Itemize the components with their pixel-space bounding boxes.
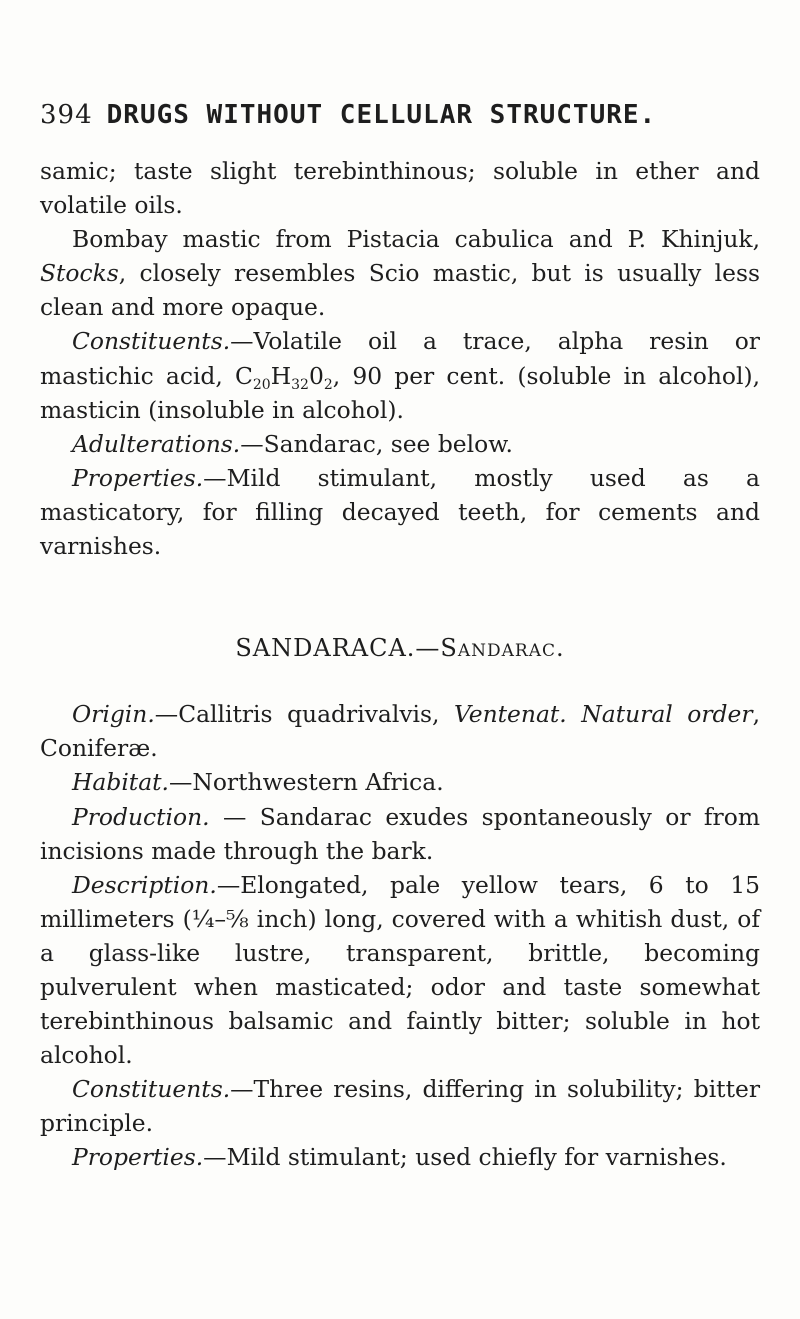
formula-sub-2: 32 — [291, 376, 309, 393]
production-paragraph — [40, 800, 760, 868]
habitat-paragraph — [40, 765, 760, 799]
origin-text: —Callitris quadrivalvis, — [154, 700, 454, 729]
formula-sub-1: 20 — [252, 376, 271, 393]
formula-h: H — [270, 361, 292, 390]
mastic-adulterations-paragraph — [40, 427, 760, 461]
sandarac-constituents-label: Constituents. — [72, 1075, 231, 1104]
description-text: —Elongated, pale yellow tears, 6 to 15 millimeters (¼–⅝ inch) long, covered with a whitish dust, of a glass-like lustre, transparent, brittle, becoming pulverulent when masticated; odor and taste somewhat terebinthinous balsamic and faintly bitter; soluble in hot alcohol. — [40, 870, 760, 1070]
sandarac-constituents-text: —Three resins, differing in solubility; bitter principle. — [40, 1075, 760, 1138]
bombay-author: Stocks — [40, 259, 119, 288]
mastic-properties-text: —Mild stimulant, mostly used as a masticatory, for filling decayed teeth, for cements and varnishes. — [40, 463, 760, 561]
adulterations-label: Adulterations. — [72, 429, 241, 458]
natural-order-label: Natural order — [581, 700, 753, 729]
bombay-text-a: Bombay mastic from Pistacia cabulica and P. Khinjuk, — [72, 225, 760, 254]
habitat-label: Habitat. — [72, 768, 169, 797]
mastic-constituents-text-a: —Volatile oil a trace, alpha resin or mastichic acid, C — [40, 327, 760, 390]
page-body — [40, 154, 760, 1175]
mastic-constituents-label: Constituents. — [72, 327, 231, 356]
description-label: Description. — [72, 870, 217, 899]
production-text: — Sandarac exudes spontaneously or from incisions made through the bark. — [40, 802, 760, 865]
formula-sub-3: 2 — [323, 376, 333, 393]
production-label: Production. — [72, 802, 210, 831]
mastic-constituents-text-b: , 90 per cent. (soluble in alcohol), masticin (insoluble in alcohol). — [40, 361, 761, 424]
formula-o: 0 — [308, 361, 324, 390]
bombay-mastic-paragraph — [40, 222, 760, 324]
natural-order-text: , Coniferæ. — [40, 700, 760, 763]
mastic-continuation: samic; taste slight terebinthinous; soluble in ether and volatile oils. — [40, 157, 760, 220]
habitat-text: —Northwestern Africa. — [168, 768, 444, 797]
origin-label: Origin. — [72, 700, 155, 729]
sandarac-constituents-paragraph — [40, 1072, 760, 1140]
running-title: DRUGS WITHOUT CELLULAR STRUCTURE. — [106, 100, 657, 130]
sandarac-properties-text: —Mild stimulant; used chiefly for varnishes. — [203, 1143, 727, 1172]
adulterations-text: —Sandarac, see below. — [240, 429, 513, 458]
mastic-properties-label: Properties. — [72, 463, 204, 492]
origin-paragraph — [40, 697, 760, 765]
page-number: 394 — [40, 100, 93, 130]
sandarac-properties-paragraph — [40, 1140, 760, 1174]
sandarac-properties-label: Properties. — [72, 1143, 204, 1172]
section-title — [40, 631, 760, 665]
running-head — [40, 100, 656, 130]
section-title-main: SANDARACA. — [235, 634, 416, 663]
bombay-text-b: , closely resembles Scio mastic, but is usually less clean and more opaque. — [40, 259, 760, 322]
mastic-properties-paragraph — [40, 461, 760, 563]
section-title-subtitle: —Sandarac. — [415, 634, 565, 663]
origin-author: Ventenat. — [454, 700, 567, 729]
description-paragraph — [40, 868, 760, 1073]
mastic-constituents-paragraph — [40, 324, 760, 426]
